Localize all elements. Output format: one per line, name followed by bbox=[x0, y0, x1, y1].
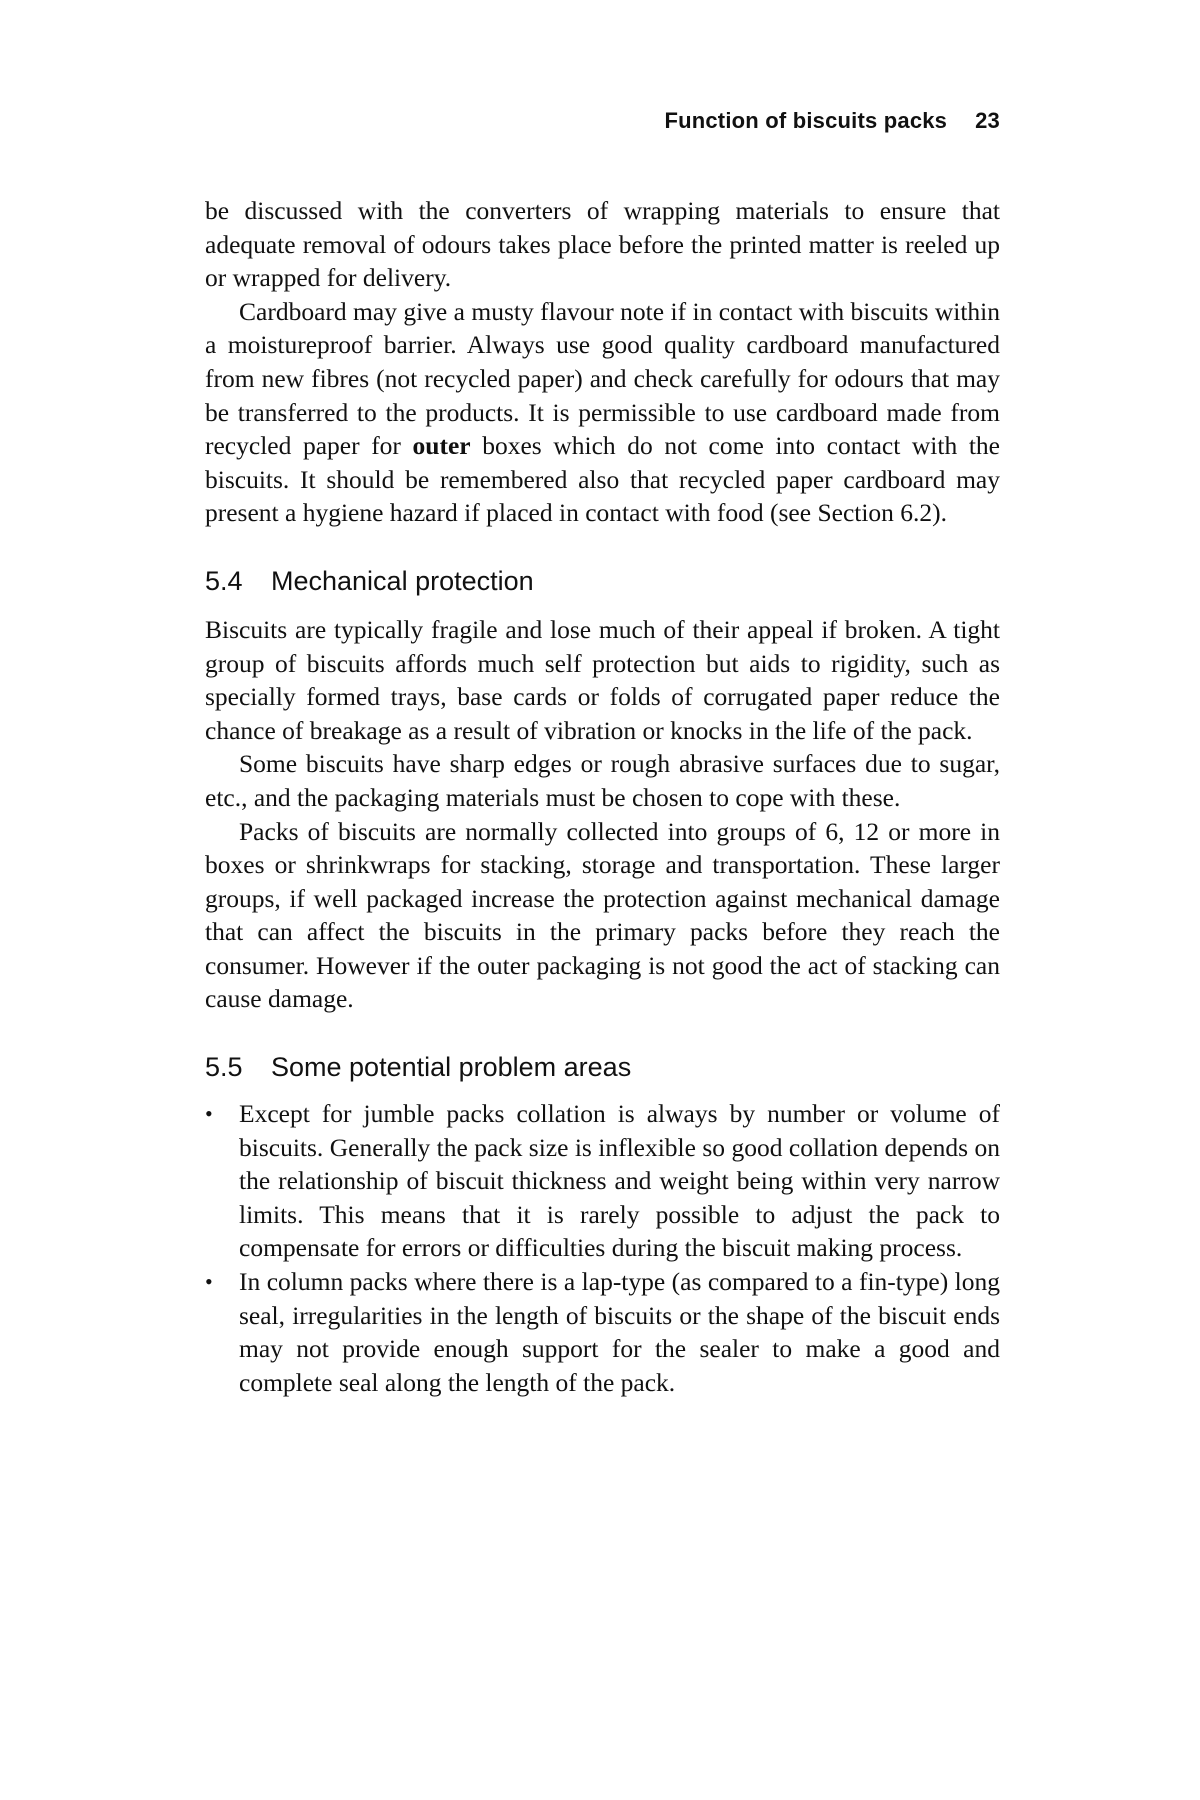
page-number: 23 bbox=[975, 108, 1000, 133]
running-title: Function of biscuits packs bbox=[664, 108, 948, 133]
section-number: 5.5 bbox=[205, 1052, 243, 1083]
paragraph: Packs of biscuits are normally collected into groups of 6, 12 or more in boxes or shrinkwraps for stacking, storage and transportation. These larger groups, if well packaged increase the protection against mechanical damage that can affect the biscuits in the primary packs before they reach the consumer. However if the outer packaging is not good the act of stacking can cause damage. bbox=[205, 816, 1000, 1014]
paragraph-cardboard bbox=[205, 295, 1000, 530]
section-title: Some potential problem areas bbox=[271, 1052, 632, 1083]
paragraph: Some biscuits have sharp edges or rough abrasive surfaces due to sugar, etc., and the packaging materials must be chosen to cope with these. bbox=[205, 749, 1000, 812]
page-body bbox=[205, 194, 1000, 1399]
list-item bbox=[205, 1265, 1000, 1399]
paragraph-cardboard-text-2: boxes which do not come into contact with the biscuits. It should be remembered also that recycled paper cardboard may present a hygiene hazard if placed in contact with food (see Section 6.2). bbox=[205, 431, 1000, 528]
list-item-text: In column packs where there is a lap-type (as compared to a fin-​type) long seal, irregularities in the length of biscuits or the shape of the biscuit ends may not provide enough support for the sealer to make a good and complete seal along the length of the pack. bbox=[239, 1267, 1000, 1397]
section-title: Mechanical protection bbox=[271, 565, 534, 596]
paragraph-cardboard-text-1: Cardboard may give a musty flavour note if in contact with biscuits within a moistureproof barrier. Always use good quality cardboard manufactured from new fibres (not recycled paper) and check carefully for odours that may be transferred to the products. It is permissible to use cardboard made from recycled paper for bbox=[205, 296, 1000, 461]
section-number: 5.4 bbox=[205, 565, 243, 596]
list-item bbox=[205, 1097, 1000, 1265]
bullet-list bbox=[205, 1097, 1000, 1399]
list-item-text: Except for jumble packs collation is always by number or volume of biscuits. Generally the pack size is inflexible so good collation depends on the relationship of biscuit thickness and weight being within very narrow limits. This means that it is rarely possible to adjust the pack to compensate for errors or difficulties during the biscuit making process. bbox=[239, 1099, 1000, 1263]
bullet-icon: • bbox=[205, 1269, 213, 1295]
bullet-icon: • bbox=[205, 1101, 213, 1127]
section-heading-5-4 bbox=[205, 566, 1000, 597]
paragraph-continued: be discussed with the converters of wrapping materials to ensure that adequate removal of odours takes place before the printed matter is reeled up or wrapped for delivery. bbox=[205, 196, 1000, 293]
section-heading-5-5 bbox=[205, 1052, 1000, 1083]
running-header bbox=[205, 108, 1000, 134]
paragraph: Biscuits are typically fragile and lose much of their appeal if broken. A tight group of biscuits affords much self protection but aids to rigidity, such as specially formed trays, base cards or folds of corrugated paper reduce the chance of breakage as a result of vibration or knocks in the life of the pack. bbox=[205, 614, 1000, 745]
bold-term-outer: outer bbox=[412, 431, 471, 461]
